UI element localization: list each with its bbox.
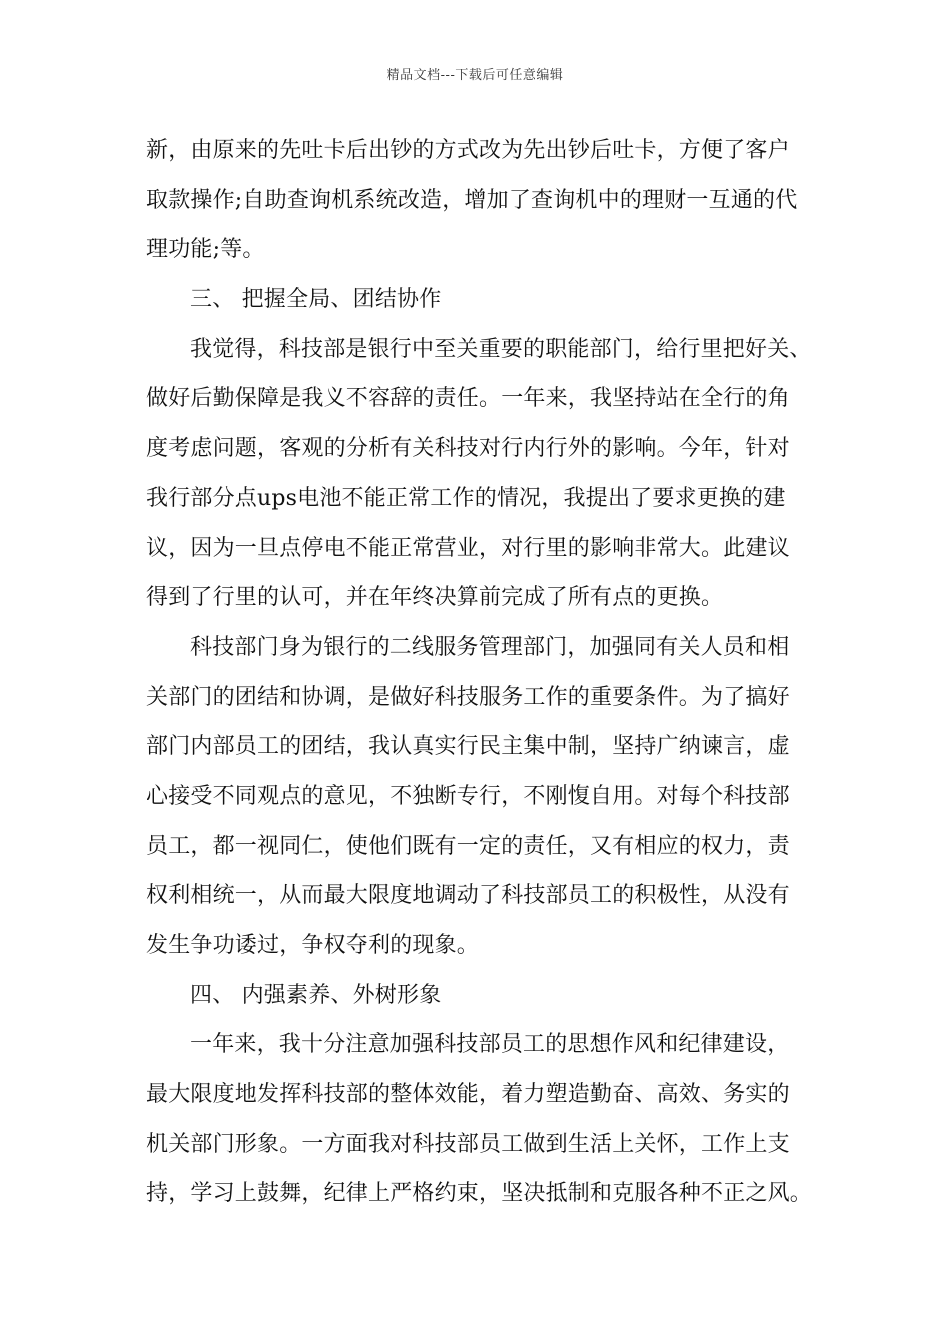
text-line: 机关部门形象。一方面我对科技部员工做到生活上关怀，工作上支 [146,1131,790,1157]
text-line: 员工，都一视同仁，使他们既有一定的责任，又有相应的权力，责 [146,833,790,859]
text-line: 我觉得，科技部是银行中至关重要的职能部门，给行里把好关、 [190,336,812,362]
text-line: 得到了行里的认可，并在年终决算前完成了所有点的更换。 [146,585,724,611]
text-line: 权利相统一，从而最大限度地调动了科技部员工的积极性，从没有 [146,883,790,909]
text-line: 取款操作;自助查询机系统改造，增加了查询机中的理财一互通的代 [146,187,798,213]
text-line: 新，由原来的先吐卡后出钞的方式改为先出钞后吐卡，方便了客户 [146,138,790,163]
text-line: 关部门的团结和协调，是做好科技服务工作的重要条件。为了搞好 [146,684,790,710]
text-line: 我行部分点ups电池不能正常工作的情况，我提出了要求更换的建 [146,485,786,511]
text-line: 一年来，我十分注意加强科技部员工的思想作风和纪律建设， [190,1032,790,1058]
text-line: 持，学习上鼓舞，纪律上严格约束，坚决抵制和克服各种不正之风。 [146,1181,813,1207]
text-line: 最大限度地发挥科技部的整体效能，着力塑造勤奋、高效、务实的 [146,1082,790,1108]
text-line: 做好后勤保障是我义不容辞的责任。一年来，我坚持站在全行的角 [146,386,790,412]
text-line: 三、 把握全局、团结协作 [190,287,442,313]
document-body [146,126,826,1219]
text-line: 议，因为一旦点停电不能正常营业，对行里的影响非常大。此建议 [146,535,790,561]
text-line: 度考虑问题，客观的分析有关科技对行内行外的影响。今年，针对 [146,436,790,462]
text-line: 科技部门身为银行的二线服务管理部门，加强同有关人员和相 [190,634,790,660]
text-line: 理功能;等。 [146,237,265,263]
text-line: 四、 内强素养、外树形象 [190,982,442,1008]
text-line: 发生争功诿过，争权夺利的现象。 [146,933,480,958]
text-line: 部门内部员工的团结，我认真实行民主集中制，坚持广纳谏言，虚 [146,734,790,760]
page-header: 精品文档---下载后可任意编辑 [386,68,564,83]
text-line: 心接受不同观点的意见，不独断专行，不刚愎自用。对每个科技部 [146,783,790,809]
